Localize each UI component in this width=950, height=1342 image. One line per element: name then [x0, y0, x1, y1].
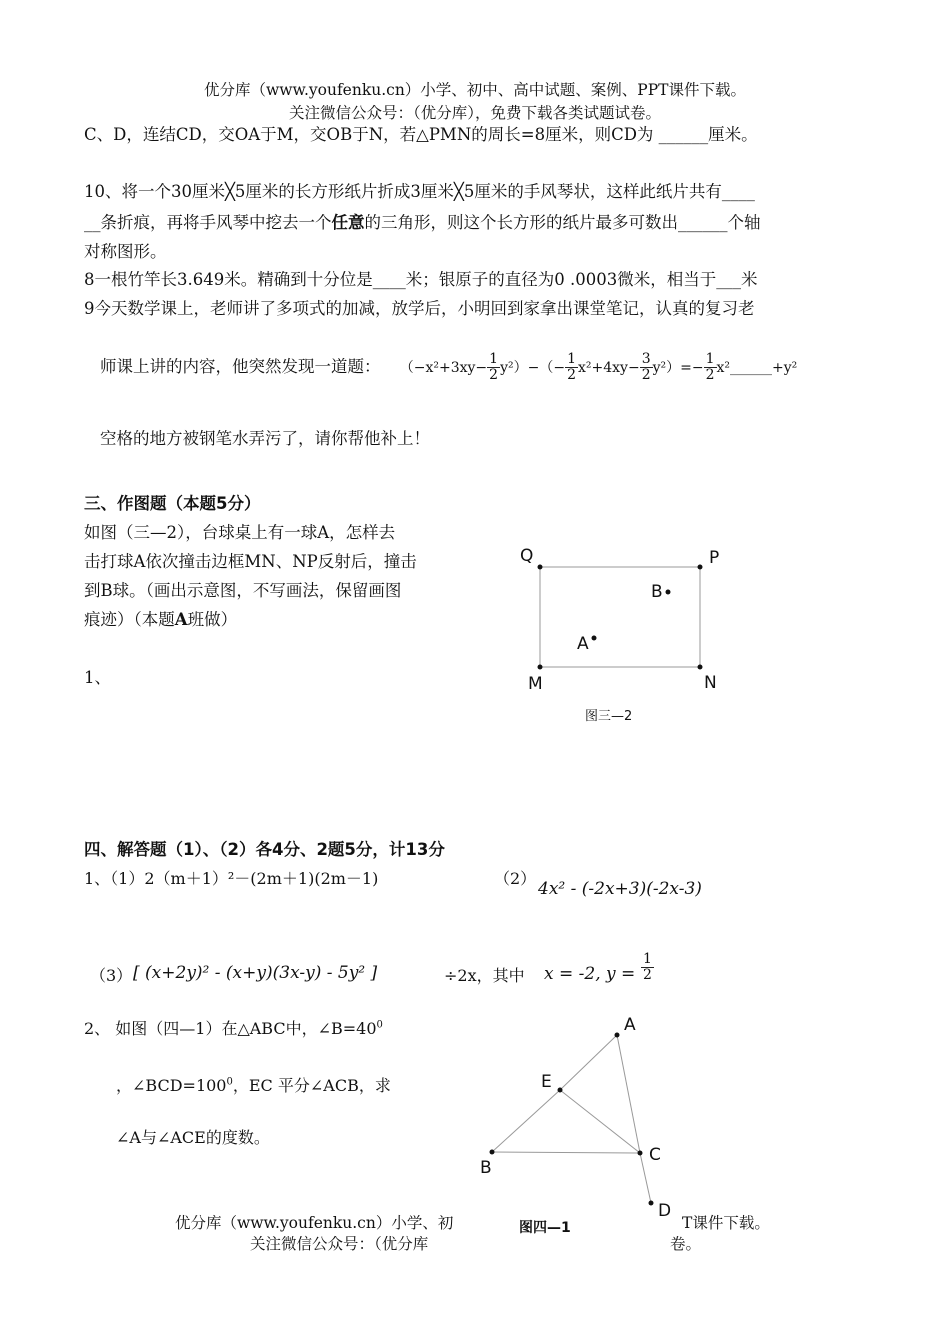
problem-1-3-condition: x = -2, y = — [544, 964, 636, 984]
problem-1-1: 1、（1）2（m＋1）²－(2m＋1)(2m－1) — [84, 869, 379, 888]
section-4-title: 四、解答题（1）、（2）各4分、2题5分，计13分 — [84, 840, 445, 859]
q2-text-1: 2、 如图（四—1）在△ABC中，∠B=40 — [84, 1019, 377, 1038]
section-3-line-2: 击打球A依次撞击边框MN、NP反射后，撞击 — [84, 552, 417, 571]
line4-bold: A — [174, 610, 188, 629]
segment-BC — [492, 1152, 640, 1153]
label-B: B — [651, 582, 663, 602]
expr-part-a: （−x²+3xy− — [399, 359, 488, 376]
label-A: A — [577, 634, 589, 654]
point-Q — [538, 565, 543, 570]
expr-part-b: y²）−（− — [500, 359, 566, 376]
figure-4-1-caption: 图四—1 — [519, 1220, 571, 1236]
footer-line-1: 优分库（www.youfenku.cn）小学、初 — [175, 1214, 454, 1232]
problem-1-3-expression: [ (x+2y)² - (x+y)(3x-y) - 5y² ] — [133, 963, 378, 983]
q2-text-2b: ，EC 平分∠ACB，求 — [232, 1076, 391, 1095]
header-line-2: 关注微信公众号：（优分库），免费下载各类试题试卷。 — [288, 104, 661, 122]
q10-line-1: 10、将一个30厘米╳5厘米的长方形纸片折成3厘米╳5厘米的手风琴状，这样此纸片共有____ — [84, 182, 755, 201]
section-3-line-1: 如图（三—2），台球桌上有一球A，怎样去 — [84, 523, 396, 542]
label-P: P — [709, 548, 720, 568]
problem-1-2-label: （2） — [494, 869, 537, 888]
fraction: $\frac{1}{2}$ — [567, 351, 576, 384]
problem-1-2-expression: 4x² - (-2x+3)(-2x-3) — [538, 879, 702, 899]
label-B: B — [480, 1158, 492, 1178]
degree-sup: 0 — [376, 1019, 383, 1031]
q9b-line-3: 空格的地方被钢笔水弄污了，请你帮他补上！ — [100, 429, 430, 448]
problem-1-3-divide: ÷2x，其中 — [444, 966, 525, 985]
figure-3-2-caption: 图三—2 — [585, 709, 633, 724]
fraction: $\frac{1}{2}$ — [705, 351, 715, 384]
point-M — [538, 665, 543, 670]
q8: 8一根竹竿长3.649米。精确到十分位是____米；银原子的直径为0 .0003微米，相当于___米 — [84, 270, 758, 289]
q9-continuation: C、D，连结CD，交OA于M，交OB于N，若△PMN的周长=8厘米，则CD为 ______厘米。 — [84, 125, 758, 144]
fraction: $\frac{1}{2}$ — [489, 351, 499, 384]
ball-B — [666, 590, 671, 595]
expr-part-c: x²+4xy− — [578, 359, 640, 376]
q9b-text: 师课上讲的内容，他突然发现一道题： — [100, 356, 381, 376]
section-3-line-3: 到B球。（画出示意图，不写画法，保留画图 — [84, 581, 402, 600]
footer-line-2: 关注微信公众号：（优分库 — [250, 1235, 429, 1253]
q10-line-3: 对称图形。 — [84, 242, 167, 261]
label-M: M — [528, 674, 543, 694]
pool-table-rect — [540, 567, 700, 667]
segment-EB — [492, 1090, 560, 1152]
question-2-line-3: ∠A与∠ACE的度数。 — [116, 1128, 270, 1147]
label-N: N — [704, 673, 717, 693]
line4-a: 痕迹）（本题 — [84, 610, 175, 629]
q10-line-2a: __条折痕，再将手风琴中挖去一个 — [84, 213, 332, 232]
label-D: D — [658, 1201, 672, 1221]
label-E: E — [541, 1072, 552, 1092]
q2-text-2a: ，∠BCD=100 — [116, 1076, 227, 1095]
segment-AE — [560, 1035, 617, 1090]
label-Q: Q — [520, 546, 534, 566]
segment-AC — [617, 1035, 640, 1153]
point-B — [490, 1150, 495, 1155]
q10-bold-word: 任意 — [331, 213, 365, 232]
point-D — [649, 1201, 654, 1206]
header-line-1: 优分库（www.youfenku.cn）小学、初中、高中试题、案例、PPT课件下载。 — [203, 81, 747, 99]
question-2-line-2 — [116, 1073, 391, 1096]
q10-line-2b: 的三角形，则这个长方形的纸片最多可数出______个轴 — [364, 213, 761, 232]
segment-EC — [560, 1090, 640, 1153]
ball-A — [592, 636, 597, 641]
line4-b: 班做） — [187, 610, 238, 629]
question-2-line-1 — [84, 1016, 383, 1039]
problem-1-3-label: （3） — [90, 966, 133, 985]
problem-1-3-fraction: $\frac{1}{2}$ — [643, 951, 652, 984]
expr-part-e: x²______+y² — [716, 359, 798, 376]
section-3-title: 三、作图题（本题5分） — [84, 494, 261, 513]
point-P — [698, 565, 703, 570]
degree-sup: 0 — [226, 1076, 233, 1088]
footer-line-2-right: 卷。 — [670, 1235, 702, 1253]
point-C — [638, 1151, 643, 1156]
footer-line-1-right: T课件下载。 — [682, 1214, 770, 1232]
q9b-line-1: 9今天数学课上，老师讲了多项式的加减，放学后，小明回到家拿出课堂笔记，认真的复习老 — [84, 299, 755, 318]
label-A: A — [624, 1015, 636, 1035]
fraction: $\frac{3}{2}$ — [641, 351, 651, 384]
point-N — [698, 665, 703, 670]
label-C: C — [649, 1145, 661, 1165]
point-A — [615, 1033, 620, 1038]
expr-part-d: y²）=− — [652, 359, 704, 376]
point-E — [558, 1088, 563, 1093]
section-3-item-1: 1、 — [84, 668, 111, 687]
